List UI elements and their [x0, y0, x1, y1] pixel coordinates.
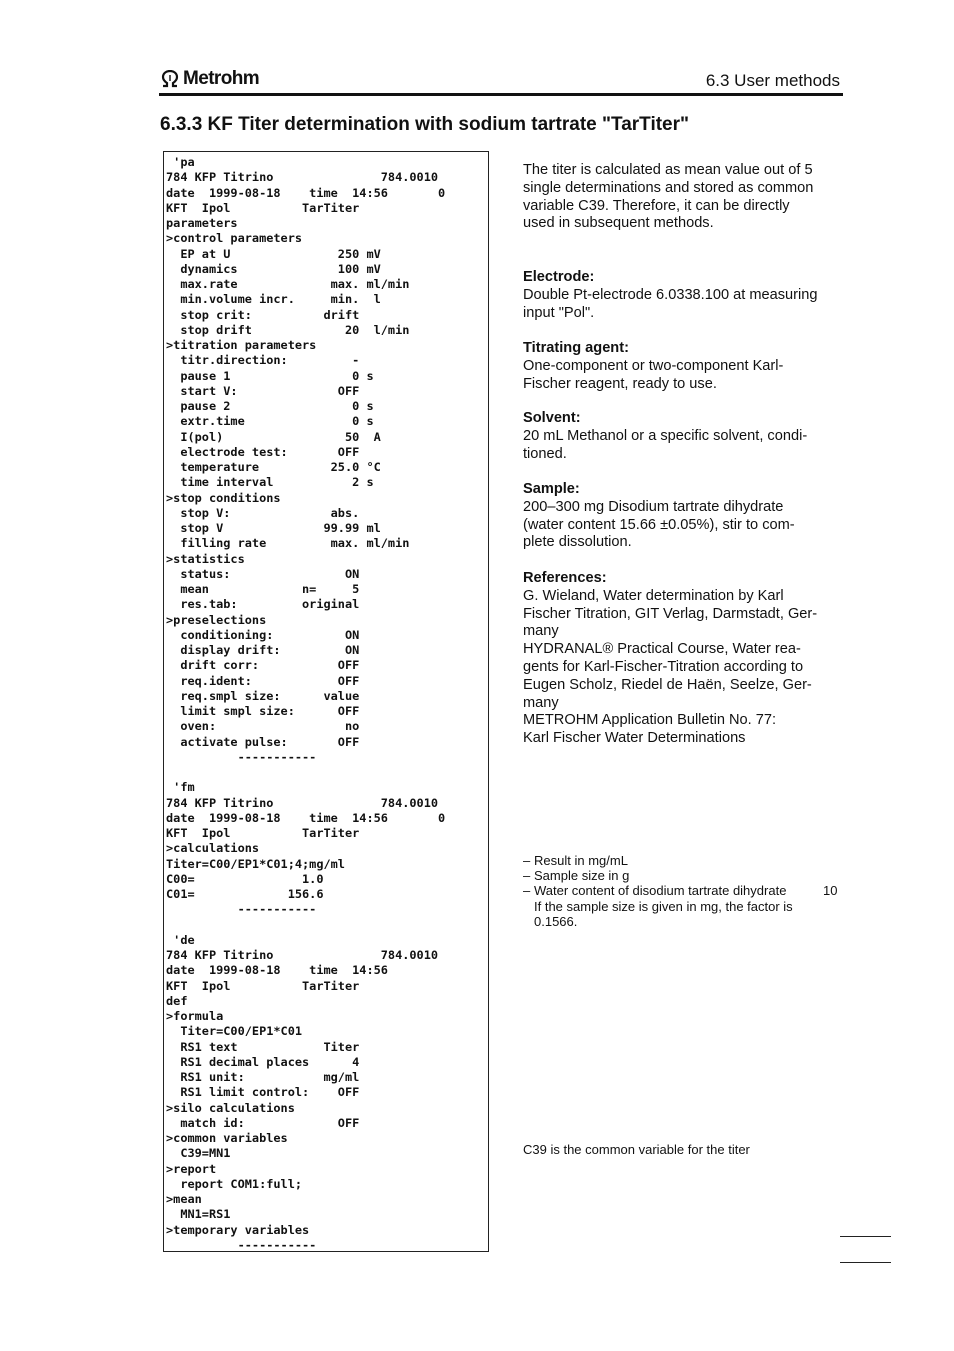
solvent-heading: Solvent: [523, 410, 581, 426]
sample-section: Sample: 200–300 mg Disodium tartrate dihydrate (water content 15.66 ±0.05%), stir to com- plete dissolution. [523, 481, 843, 552]
printout-line: date 1999-08-18 time 14:56 0 [166, 185, 446, 200]
printout-line: RS1 limit control: OFF [166, 1085, 360, 1100]
printout-line: C39=MN1 [166, 1146, 231, 1161]
printout-line: KFT Ipol TarTiter [166, 200, 360, 215]
printout-line: oven: no [166, 719, 360, 734]
printout-line: >temporary variables [166, 1222, 310, 1237]
printout-line: res.tab: original [166, 597, 360, 612]
printout-line: I(pol) 50 A [166, 429, 381, 444]
solvent-section: Solvent: 20 mL Methanol or a specific solvent, condi- tioned. [523, 410, 843, 463]
printout-line: conditioning: ON [166, 627, 360, 642]
titrating-agent-heading: Titrating agent: [523, 340, 629, 356]
printout-line: max.rate max. ml/min [166, 277, 410, 291]
printout-line: time interval 2 s [166, 475, 374, 490]
printout-line: dynamics 100 mV [166, 261, 381, 276]
printout-line: activate pulse: OFF [166, 734, 360, 749]
logo-text: Metrohm [183, 68, 260, 89]
printout-line: ----------- [166, 1237, 317, 1252]
printout-line: >preselections [166, 612, 267, 627]
printout-line: >formula [166, 1009, 224, 1023]
printout-line: >silo calculations [166, 1100, 295, 1115]
printout-line: display drift: ON [166, 643, 360, 657]
printout-line: 'de [166, 932, 195, 947]
electrode-heading: Electrode: [523, 269, 595, 285]
printout-line: stop V 99.99 ml [166, 521, 381, 535]
printout-line: def [166, 993, 188, 1008]
printout-line: titr.direction: - [166, 353, 360, 368]
note-factor: If the sample size is given in mg, the factor is [534, 898, 793, 914]
printout-line: RS1 text Titer [166, 1039, 360, 1054]
printout-line: C00= 1.0 [166, 871, 324, 886]
printout-line: Titer=C00/EP1*C01;4;mg/ml [166, 856, 345, 871]
printout-line: stop V: abs. [166, 505, 360, 520]
printout-line: min.volume incr. min. l [166, 292, 381, 307]
note-factor-value: 0.1566. [534, 913, 578, 929]
printout-line: RS1 unit: mg/ml [166, 1070, 360, 1084]
printout-line: C01= 156.6 [166, 887, 324, 901]
printout-line: >mean [166, 1192, 202, 1206]
margin-rule-2 [840, 1262, 891, 1263]
printout-line: mean n= 5 [166, 582, 360, 596]
printout-line: limit smpl size: OFF [166, 704, 360, 718]
printout-line: KFT Ipol TarTiter [166, 826, 360, 840]
printout-line: match id: OFF [166, 1115, 360, 1130]
printout-line: >titration parameters [166, 338, 317, 352]
printout-line: MN1=RS1 [166, 1207, 231, 1222]
printout-line: >control parameters [166, 231, 303, 246]
printout-line: date 1999-08-18 time 14:56 [166, 963, 388, 978]
printout-line: req.ident: OFF [166, 673, 360, 688]
section-reference: 6.3 User methods [705, 71, 840, 90]
printout-line: 'pa [166, 155, 195, 169]
titrating-agent-section: Titrating agent: One-component or two-component Karl- Fischer reagent, ready to use. [523, 340, 843, 393]
printout-line: ----------- [166, 749, 317, 764]
printout-line: RS1 decimal places 4 [166, 1054, 360, 1069]
printout-line: report COM1:full; [166, 1176, 303, 1191]
printout-line: EP at U 250 mV [166, 246, 381, 261]
printout-line: start V: OFF [166, 383, 360, 398]
printout-text [164, 152, 488, 1253]
calculation-notes [523, 853, 843, 929]
printout-line: 'fm [166, 780, 195, 795]
intro-text: The titer is calculated as mean value out of 5 single determinations and stored as common variable C39. Therefore, it can be directly used in subsequent methods. [523, 162, 814, 232]
header-rule [159, 93, 843, 96]
printout-line: electrode test: OFF [166, 444, 360, 459]
printout-line: date 1999-08-18 time 14:56 0 [166, 810, 446, 825]
page-header [160, 66, 842, 96]
metrohm-logo [160, 68, 259, 90]
printout-line: pause 2 0 s [166, 399, 374, 413]
printout-line: >statistics [166, 551, 245, 566]
printout-line: 784 KFP Titrino 784.0010 [166, 795, 439, 810]
printout-line: Titer=C00/EP1*C01 [166, 1024, 303, 1039]
note-result: – Result in mg/mL [523, 853, 628, 868]
electrode-section: Electrode: Double Pt-electrode 6.0338.100 at measuring input "Pol". [523, 269, 843, 322]
printout-line: status: ON [166, 566, 360, 581]
printout-line: req.smpl size: value [166, 688, 360, 703]
method-printout [163, 151, 489, 1252]
margin-rule-1 [840, 1236, 891, 1237]
printout-line: filling rate max. ml/min [166, 536, 410, 551]
printout-line: 784 KFP Titrino 784.0010 [166, 948, 439, 962]
printout-line: >report [166, 1161, 217, 1176]
printout-line: 784 KFP Titrino 784.0010 [166, 170, 439, 185]
printout-line: stop drift 20 l/min [166, 322, 410, 337]
printout-line: drift corr: OFF [166, 658, 360, 673]
references-heading: References: [523, 570, 607, 586]
omega-icon [160, 70, 180, 88]
sample-heading: Sample: [523, 481, 580, 497]
printout-line: KFT Ipol TarTiter [166, 978, 360, 993]
printout-line: >common variables [166, 1131, 288, 1145]
references-section: References: G. Wieland, Water determination by Karl Fischer Titration, GIT Verlag, Darmstadt, Ger- many HYDRANAL® Practical Course, Water rea- gents for Karl-Fischer-Titration according to Eugen Scholz, Riedel de Haën, Seelze, Ger- many METROHM Application Bulletin No. 77: Karl Fischer Water Determinations [523, 570, 843, 748]
c39-note: C39 is the common variable for the titer [523, 1142, 750, 1157]
section-title: 6.3.3 KF Titer determination with sodium tartrate "TarTiter" [160, 114, 690, 135]
printout-line: temperature 25.0 °C [166, 460, 381, 474]
printout-line: extr.time 0 s [166, 414, 374, 429]
printout-line: >stop conditions [166, 490, 281, 505]
note-water-content: – Water content of disodium tartrate dihydrate 10 [523, 883, 838, 899]
printout-line: ----------- [166, 902, 317, 917]
note-sample-size: – Sample size in g [523, 868, 630, 884]
printout-line: stop crit: drift [166, 307, 360, 322]
printout-line: >calculations [166, 841, 260, 856]
printout-line: parameters [166, 216, 238, 230]
printout-line: pause 1 0 s [166, 368, 374, 383]
